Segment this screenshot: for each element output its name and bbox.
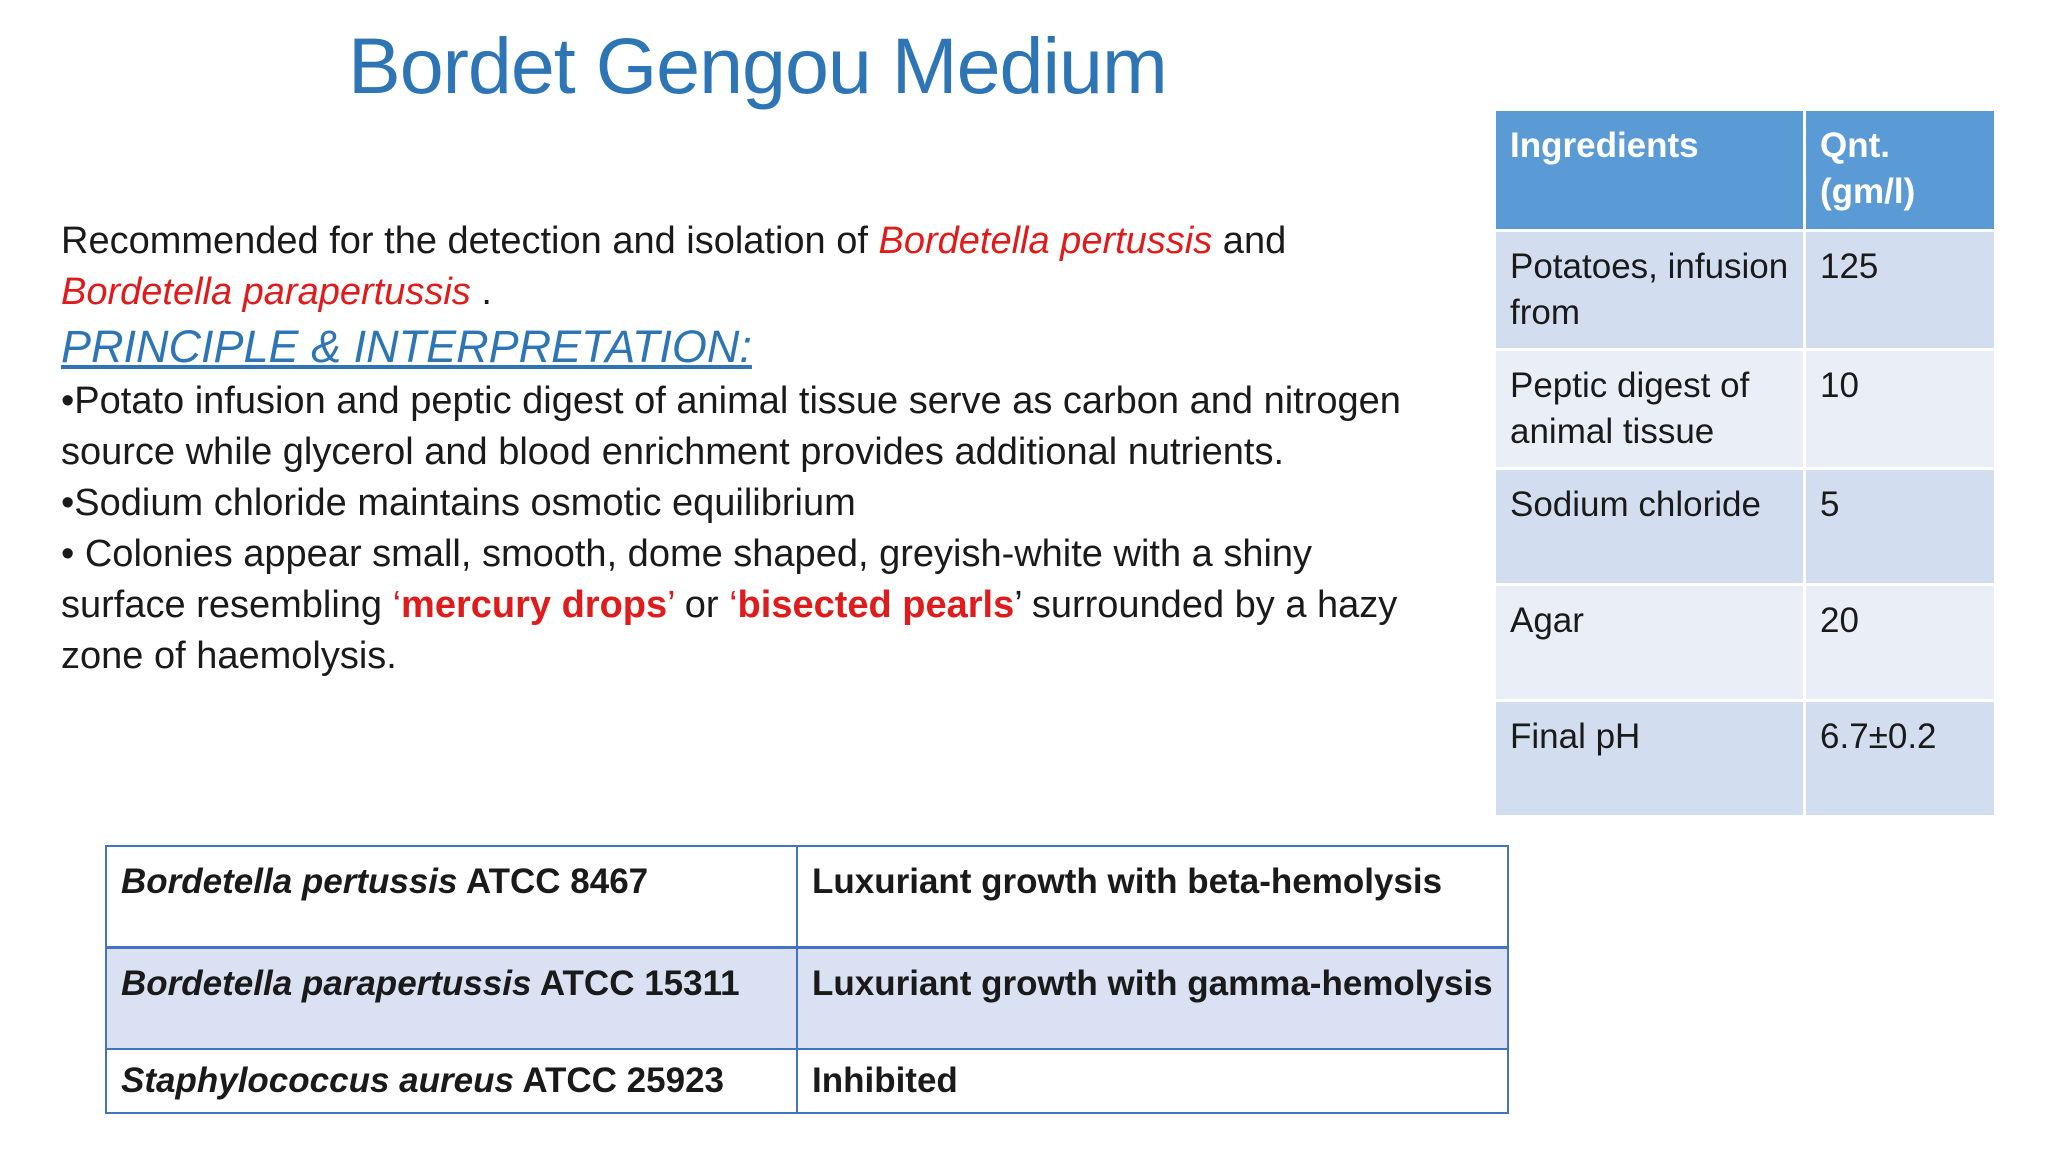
bullet-carbon-nitrogen: •Potato infusion and peptic digest of animal tissue serve as carbon and nitrogen source while glycerol and blood enrichment provides additional nutrients. [61, 380, 1401, 473]
qc-organism-cell [106, 846, 797, 948]
quality-control-table [105, 845, 1509, 1114]
body-text [61, 216, 1441, 682]
highlight-bisected-pearls: bisected pearls [737, 584, 1015, 626]
ingredient-name: Agar [1495, 585, 1805, 701]
ingredients-table [1493, 108, 1997, 818]
qc-organism-cell [106, 1049, 797, 1113]
ingredient-row [1495, 469, 1996, 585]
ingredient-quantity: 20 [1805, 585, 1996, 701]
ingredient-row [1495, 585, 1996, 701]
ingredient-name: Final pH [1495, 701, 1805, 817]
qc-organism: Staphylococcus aureus [121, 1061, 514, 1100]
qc-row [106, 1049, 1508, 1113]
ingredient-row [1495, 231, 1996, 350]
qc-organism-cell [106, 948, 797, 1050]
ingredient-name: Potatoes, infusion from [1495, 231, 1805, 350]
intro-paragraph [61, 216, 1441, 318]
ingredient-name: Peptic digest of animal tissue [1495, 350, 1805, 469]
qc-strain: ATCC 15311 [531, 964, 740, 1003]
intro-text-and: and [1212, 220, 1287, 262]
qc-row [106, 948, 1508, 1050]
ingredient-row [1495, 350, 1996, 469]
intro-text-end: . [470, 271, 492, 313]
bullet-sodium-chloride: •Sodium chloride maintains osmotic equilibrium [61, 482, 856, 524]
highlight-mercury-drops: mercury drops [401, 584, 668, 626]
qc-organism: Bordetella pertussis [121, 862, 458, 901]
bullet-colonies-or: or [674, 584, 730, 626]
quote-close-2: ’ [1014, 584, 1022, 626]
ingredient-quantity: 6.7±0.2 [1805, 701, 1996, 817]
intro-text: Recommended for the detection and isolation of [61, 220, 879, 262]
slide-title: Bordet Gengou Medium [348, 21, 1167, 110]
quote-open-2: ‘ [729, 584, 738, 626]
qc-result: Luxuriant growth with gamma-hemolysis [797, 948, 1508, 1050]
ingredient-quantity: 125 [1805, 231, 1996, 350]
organism-bordetella-pertussis: Bordetella pertussis [878, 220, 1213, 262]
bullet-colonies-text: • Colonies appear small, smooth, dome shaped, greyish-white with a shiny surface resembling [61, 533, 1313, 626]
qc-row [106, 846, 1508, 948]
principle-heading: PRINCIPLE & INTERPRETATION: [61, 321, 752, 372]
ingredients-header-row [1495, 110, 1996, 231]
qc-organism: Bordetella parapertussis [121, 964, 532, 1003]
qc-result: Inhibited [797, 1049, 1508, 1113]
qc-strain: ATCC 8467 [457, 862, 649, 901]
header-quantity: Qnt. (gm/l) [1805, 110, 1996, 231]
quote-open-1: ‘ [392, 584, 402, 626]
ingredient-name: Sodium chloride [1495, 469, 1805, 585]
qc-strain: ATCC 25923 [513, 1061, 725, 1100]
ingredient-quantity: 5 [1805, 469, 1996, 585]
bullet-colonies [61, 529, 1441, 682]
header-ingredients: Ingredients [1495, 110, 1805, 231]
quote-close-1: ’ [667, 584, 675, 626]
ingredient-row [1495, 701, 1996, 817]
qc-result: Luxuriant growth with beta-hemolysis [797, 846, 1508, 948]
bullet-colonies-end: surrounded by a hazy zone of haemolysis. [61, 584, 1398, 677]
organism-bordetella-parapertussis: Bordetella parapertussis [61, 271, 471, 313]
ingredient-quantity: 10 [1805, 350, 1996, 469]
